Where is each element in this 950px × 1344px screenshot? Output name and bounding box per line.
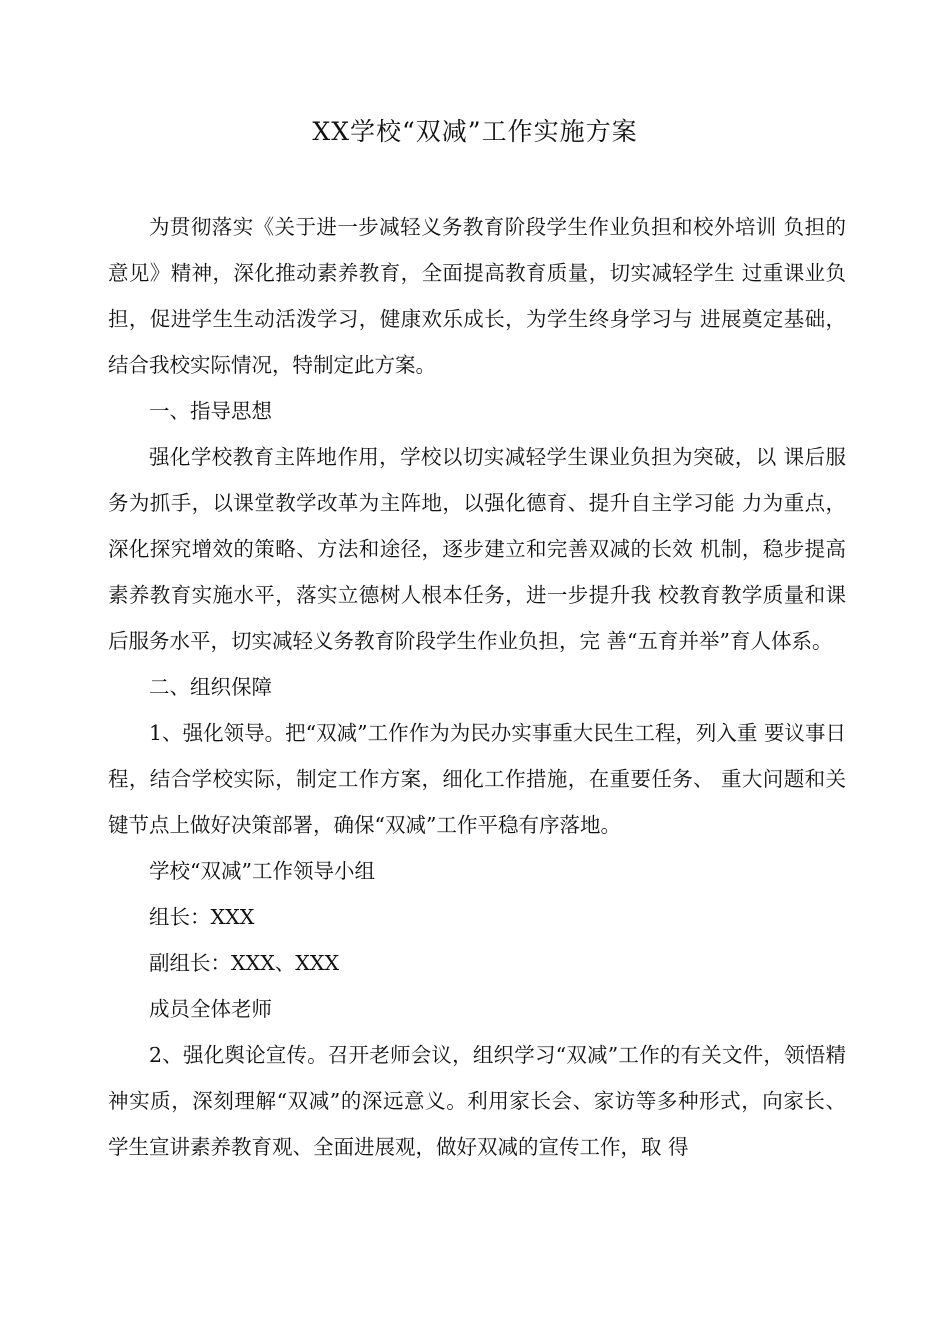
guiding-ideology-paragraph: 强化学校教育主阵地作用，学校以切实减轻学生课业负担为突破，以 课后服务为抓手，以课堂教学改革为主阵地，以强化德育、提升自主学习能 力为重点，深化探究增效的策略、方法和途径，逐步建立和完善双减的长效 机制，稳步提高素养教育实施水平，落实立德树人根本任务，进一步提升我 校教育教学质量和课后服务水平，切实减轻义务教育阶段学生作业负担，完 善“五育并举”育人体系。 (108, 445, 846, 653)
section-heading-guiding-ideology: 一、指导思想 (149, 399, 272, 423)
group-leader: 组长：XXX (149, 905, 255, 929)
intro-paragraph: 为贯彻落实《关于进一步减轻义务教育阶段学生作业负担和校外培训 负担的意见》精神，深化推动素养教育，全面提高教育质量，切实减轻学生 过重课业负担，促进学生生动活泼学习，健康欢乐成长，为学生终身学习与 进展奠定基础，结合我校实际情况，特制定此方案。 (108, 215, 846, 377)
document-body (108, 204, 846, 1170)
leadership-paragraph: 1、强化领导。把“双减”工作作为为民办实事重大民生工程，列入重 要议事日程，结合学校实际，制定工作方案，细化工作措施，在重要任务、 重大问题和关键节点上做好决策部署，确保“双减”工作平稳有序落地。 (108, 721, 846, 837)
section-heading-organization: 二、组织保障 (149, 675, 272, 699)
group-members: 成员全体老师 (149, 997, 272, 1021)
publicity-paragraph: 2、强化舆论宣传。召开老师会议，组织学习“双减”工作的有关文件，领悟精神实质，深刻理解“双减”的深远意义。利用家长会、家访等多种形式，向家长、学生宣讲素养教育观、全面进展观，做好双减的宣传工作，取 得 (108, 1043, 846, 1159)
document-title: XX学校“双减”工作实施方案 (312, 117, 638, 146)
leading-group-title: 学校“双减”工作领导小组 (149, 859, 375, 883)
deputy-group-leader: 副组长：XXX、XXX (149, 951, 340, 975)
